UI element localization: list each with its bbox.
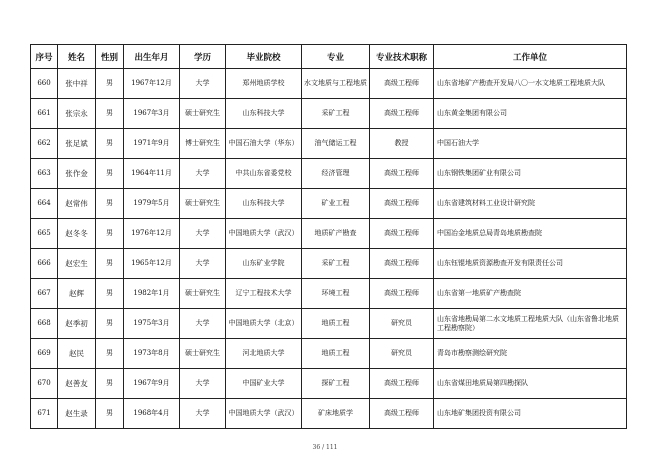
cell-employer: 山东黄金集团有限公司 xyxy=(434,99,627,129)
cell-name: 张作金 xyxy=(58,159,96,189)
cell-education: 大学 xyxy=(180,309,226,339)
cell-school: 中共山东省委党校 xyxy=(226,159,302,189)
cell-name: 赵冬冬 xyxy=(58,219,96,249)
cell-gender: 男 xyxy=(96,279,124,309)
cell-employer: 山东省第一地质矿产勘查院 xyxy=(434,279,627,309)
cell-major: 环境工程 xyxy=(302,279,370,309)
cell-no: 662 xyxy=(31,129,58,159)
cell-name: 张足斌 xyxy=(58,129,96,159)
cell-education: 大学 xyxy=(180,69,226,99)
cell-birth: 1965年12月 xyxy=(124,249,180,279)
cell-employer: 山东省地勘局第二水文地质工程地质大队（山东省鲁北地质工程勘察院） xyxy=(434,309,627,339)
cell-school: 中国地质大学（武汉） xyxy=(226,219,302,249)
cell-gender: 男 xyxy=(96,219,124,249)
header-title: 专业技术职称 xyxy=(370,45,434,69)
cell-gender: 男 xyxy=(96,129,124,159)
cell-school: 山东矿业学院 xyxy=(226,249,302,279)
cell-gender: 男 xyxy=(96,369,124,399)
cell-school: 中国矿业大学 xyxy=(226,369,302,399)
page-number: 36 / 111 xyxy=(312,444,338,451)
cell-major: 矿床地质学 xyxy=(302,399,370,429)
table-row xyxy=(31,219,627,249)
table-row xyxy=(31,249,627,279)
header-gender: 性别 xyxy=(96,45,124,69)
table-row xyxy=(31,69,627,99)
header-employer: 工作单位 xyxy=(434,45,627,69)
cell-major: 探矿工程 xyxy=(302,369,370,399)
cell-employer: 山东省地矿产勘查开发局八〇一水文地质工程地质大队 xyxy=(434,69,627,99)
cell-no: 670 xyxy=(31,369,58,399)
table-row xyxy=(31,159,627,189)
table-row xyxy=(31,339,627,369)
header-major: 专业 xyxy=(302,45,370,69)
cell-title: 高级工程师 xyxy=(370,69,434,99)
cell-name: 赵生录 xyxy=(58,399,96,429)
cell-birth: 1967年12月 xyxy=(124,69,180,99)
cell-birth: 1967年3月 xyxy=(124,99,180,129)
cell-school: 山东科技大学 xyxy=(226,189,302,219)
cell-major: 地质工程 xyxy=(302,339,370,369)
cell-no: 666 xyxy=(31,249,58,279)
cell-school: 中国石油大学（华东） xyxy=(226,129,302,159)
cell-major: 经济管理 xyxy=(302,159,370,189)
cell-name: 张宗永 xyxy=(58,99,96,129)
cell-gender: 男 xyxy=(96,99,124,129)
cell-no: 661 xyxy=(31,99,58,129)
cell-title: 高级工程师 xyxy=(370,99,434,129)
header-birth: 出生年月 xyxy=(124,45,180,69)
cell-education: 大学 xyxy=(180,399,226,429)
cell-employer: 山东省建筑材料工业设计研究院 xyxy=(434,189,627,219)
cell-employer: 中国冶金地质总局青岛地质勘查院 xyxy=(434,219,627,249)
cell-no: 668 xyxy=(31,309,58,339)
cell-title: 研究员 xyxy=(370,339,434,369)
cell-school: 河北地质大学 xyxy=(226,339,302,369)
personnel-table xyxy=(30,44,627,429)
cell-employer: 山东地矿集团投资有限公司 xyxy=(434,399,627,429)
cell-major: 油气储运工程 xyxy=(302,129,370,159)
cell-gender: 男 xyxy=(96,159,124,189)
cell-birth: 1979年5月 xyxy=(124,189,180,219)
cell-title: 高级工程师 xyxy=(370,369,434,399)
cell-education: 硕士研究生 xyxy=(180,279,226,309)
cell-employer: 山东省煤田地质局第四勘探队 xyxy=(434,369,627,399)
cell-title: 教授 xyxy=(370,129,434,159)
cell-no: 663 xyxy=(31,159,58,189)
cell-education: 大学 xyxy=(180,369,226,399)
header-no: 序号 xyxy=(31,45,58,69)
cell-name: 赵民 xyxy=(58,339,96,369)
cell-major: 采矿工程 xyxy=(302,99,370,129)
cell-major: 水文地质与工程地质 xyxy=(302,69,370,99)
cell-school: 郑州地质学校 xyxy=(226,69,302,99)
cell-gender: 男 xyxy=(96,339,124,369)
header-name: 姓名 xyxy=(58,45,96,69)
cell-major: 地质矿产勘查 xyxy=(302,219,370,249)
table-row xyxy=(31,99,627,129)
cell-education: 大学 xyxy=(180,249,226,279)
cell-title: 高级工程师 xyxy=(370,249,434,279)
cell-name: 赵辉 xyxy=(58,279,96,309)
cell-title: 高级工程师 xyxy=(370,279,434,309)
cell-major: 采矿工程 xyxy=(302,249,370,279)
cell-school: 山东科技大学 xyxy=(226,99,302,129)
cell-no: 671 xyxy=(31,399,58,429)
cell-education: 硕士研究生 xyxy=(180,189,226,219)
cell-birth: 1964年11月 xyxy=(124,159,180,189)
cell-education: 大学 xyxy=(180,159,226,189)
cell-gender: 男 xyxy=(96,249,124,279)
cell-school: 中国地质大学（北京） xyxy=(226,309,302,339)
cell-education: 博士研究生 xyxy=(180,129,226,159)
cell-title: 研究员 xyxy=(370,309,434,339)
cell-title: 高级工程师 xyxy=(370,399,434,429)
cell-title: 高级工程师 xyxy=(370,219,434,249)
cell-employer: 山东钢铁集团矿业有限公司 xyxy=(434,159,627,189)
header-education: 学历 xyxy=(180,45,226,69)
cell-birth: 1975年3月 xyxy=(124,309,180,339)
cell-school: 辽宁工程技术大学 xyxy=(226,279,302,309)
cell-name: 赵宏生 xyxy=(58,249,96,279)
cell-no: 664 xyxy=(31,189,58,219)
cell-birth: 1973年8月 xyxy=(124,339,180,369)
cell-birth: 1971年9月 xyxy=(124,129,180,159)
cell-birth: 1982年1月 xyxy=(124,279,180,309)
table-header-row xyxy=(31,45,627,69)
cell-title: 高级工程师 xyxy=(370,189,434,219)
cell-birth: 1976年12月 xyxy=(124,219,180,249)
cell-education: 大学 xyxy=(180,219,226,249)
cell-birth: 1968年4月 xyxy=(124,399,180,429)
cell-gender: 男 xyxy=(96,309,124,339)
cell-employer: 青岛市勘察测绘研究院 xyxy=(434,339,627,369)
cell-major: 矿业工程 xyxy=(302,189,370,219)
cell-major: 地质工程 xyxy=(302,309,370,339)
cell-name: 赵常伟 xyxy=(58,189,96,219)
cell-employer: 山东钰锟地质资源勘查开发有限责任公司 xyxy=(434,249,627,279)
cell-name: 张中祥 xyxy=(58,69,96,99)
cell-gender: 男 xyxy=(96,399,124,429)
header-school: 毕业院校 xyxy=(226,45,302,69)
table-row xyxy=(31,189,627,219)
cell-title: 高级工程师 xyxy=(370,159,434,189)
table-row xyxy=(31,279,627,309)
cell-name: 赵善友 xyxy=(58,369,96,399)
table-row xyxy=(31,369,627,399)
cell-gender: 男 xyxy=(96,69,124,99)
cell-no: 660 xyxy=(31,69,58,99)
cell-gender: 男 xyxy=(96,189,124,219)
cell-education: 硕士研究生 xyxy=(180,99,226,129)
table-row xyxy=(31,399,627,429)
cell-education: 硕士研究生 xyxy=(180,339,226,369)
cell-birth: 1967年9月 xyxy=(124,369,180,399)
table-row xyxy=(31,129,627,159)
cell-name: 赵季初 xyxy=(58,309,96,339)
cell-no: 669 xyxy=(31,339,58,369)
cell-employer: 中国石油大学 xyxy=(434,129,627,159)
cell-no: 667 xyxy=(31,279,58,309)
cell-no: 665 xyxy=(31,219,58,249)
cell-school: 中国地质大学（武汉） xyxy=(226,399,302,429)
table-row xyxy=(31,309,627,339)
